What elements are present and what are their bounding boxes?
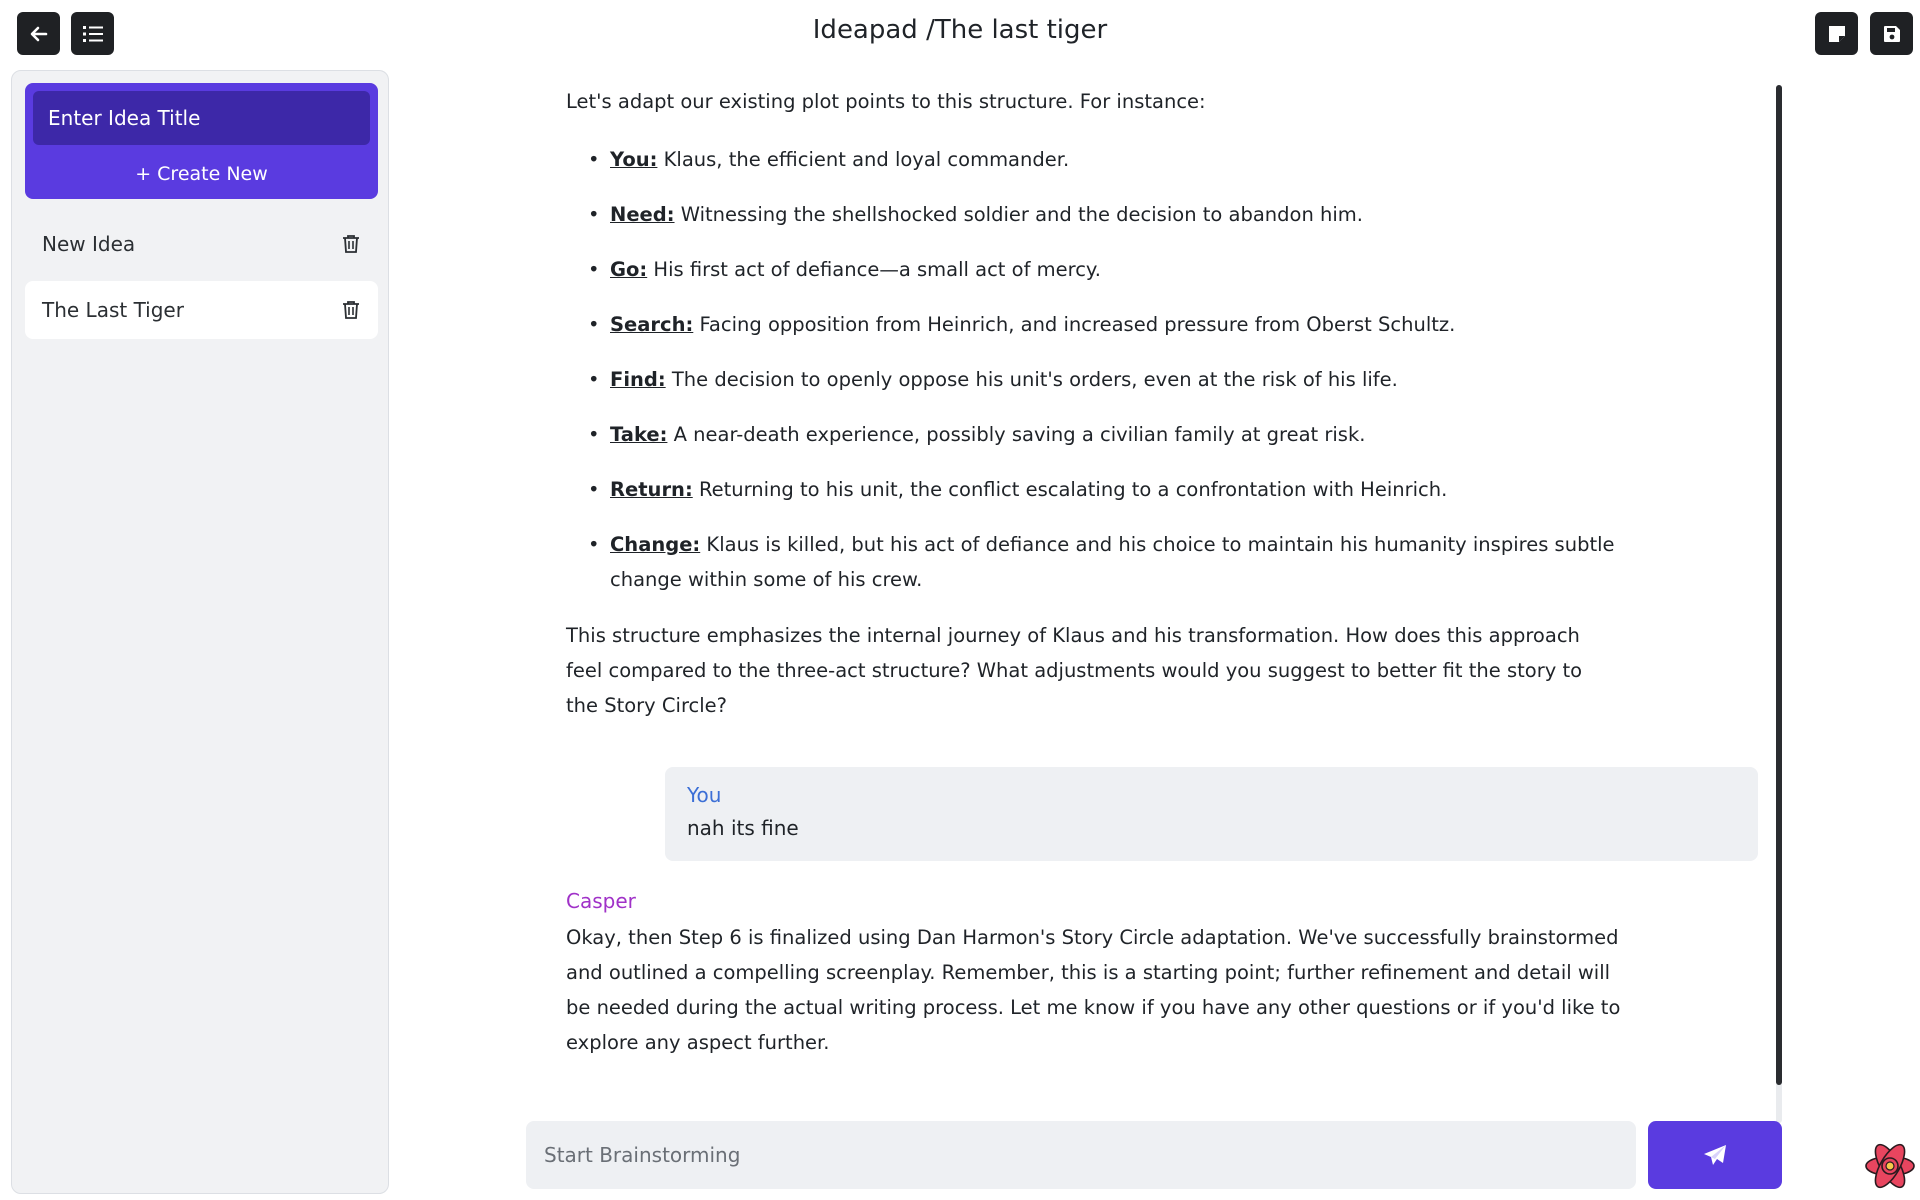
page-title: Ideapad /The last tiger (812, 15, 1108, 45)
step-term: Return: (610, 478, 693, 501)
step-term: You: (610, 148, 658, 171)
user-message-text: nah its fine (687, 816, 799, 840)
trash-icon[interactable] (340, 233, 362, 255)
list-item (566, 472, 1616, 507)
assistant-summary: This structure emphasizes the internal journey of Klaus and his transformation. How does this approach feel compared to the three-act structure? What adjustments would you suggest to better fit the story to the Story Circle? (566, 624, 1583, 717)
list-item (566, 307, 1616, 342)
create-new-button[interactable]: + Create New (135, 163, 268, 185)
step-term: Change: (610, 533, 701, 556)
idea-item-label: New Idea (42, 232, 136, 256)
message-text: Let's adapt our existing plot points to this structure. For instance: (566, 90, 1206, 113)
step-text: His first act of defiance—a small act of mercy. (647, 258, 1101, 281)
floppy-disk-icon (1883, 25, 1901, 43)
step-text: Witnessing the shellshocked soldier and the decision to abandon him. (674, 203, 1363, 226)
list-item (566, 362, 1616, 397)
note-button[interactable] (1815, 12, 1858, 55)
send-button[interactable] (1648, 1121, 1782, 1189)
step-term: Go: (610, 258, 648, 281)
step-text: A near-death experience, possibly saving a civilian family at great risk. (667, 423, 1366, 446)
step-term: Search: (610, 313, 694, 336)
step-term: Need: (610, 203, 675, 226)
step-text: Klaus is killed, but his act of defiance and his choice to maintain his humanity inspires subtle change within some of his crew. (610, 533, 1615, 591)
assistant-intro (566, 84, 1616, 119)
sender-name-user: You (687, 783, 722, 807)
step-term: Take: (610, 423, 668, 446)
trash-icon[interactable] (340, 299, 362, 321)
idea-item-the-last-tiger[interactable] (25, 281, 378, 339)
sender-name-assistant: Casper (566, 889, 636, 913)
step-text: Facing opposition from Heinrich, and increased pressure from Oberst Schultz. (693, 313, 1456, 336)
save-button[interactable] (1870, 12, 1913, 55)
list-item (566, 197, 1616, 232)
step-text: The decision to openly oppose his unit's orders, even at the risk of his life. (665, 368, 1398, 391)
step-text: Klaus, the efficient and loyal commander. (657, 148, 1070, 171)
idea-title-input[interactable] (33, 91, 370, 145)
step-term: Find: (610, 368, 666, 391)
sticky-note-icon (1828, 25, 1846, 43)
chat-scrollbar[interactable] (1776, 85, 1782, 1123)
user-message-bubble (665, 767, 1758, 861)
brainstorm-input[interactable] (526, 1121, 1636, 1189)
assistant-message-text: Okay, then Step 6 is finalized using Dan Harmon's Story Circle adaptation. We've successfully brainstormed and outlined a compelling screenplay. Remember, this is a starting point; further refinement and detail will be needed during the actual writing process. Let me know if you have any other questions or if you'd like to explore any aspect further. (566, 926, 1621, 1054)
create-idea-panel (25, 83, 378, 199)
step-text: Returning to his unit, the conflict escalating to a confrontation with Heinrich. (692, 478, 1448, 501)
idea-item-new-idea[interactable] (25, 215, 378, 273)
list-item (566, 252, 1616, 287)
list-item (566, 417, 1616, 452)
list-item (566, 527, 1616, 597)
react-devtools-icon[interactable] (1862, 1138, 1918, 1194)
paper-plane-icon (1703, 1144, 1727, 1166)
idea-item-label: The Last Tiger (42, 298, 184, 322)
sidebar (11, 70, 389, 1194)
list-item (566, 142, 1616, 177)
scrollbar-thumb[interactable] (1776, 85, 1782, 1085)
